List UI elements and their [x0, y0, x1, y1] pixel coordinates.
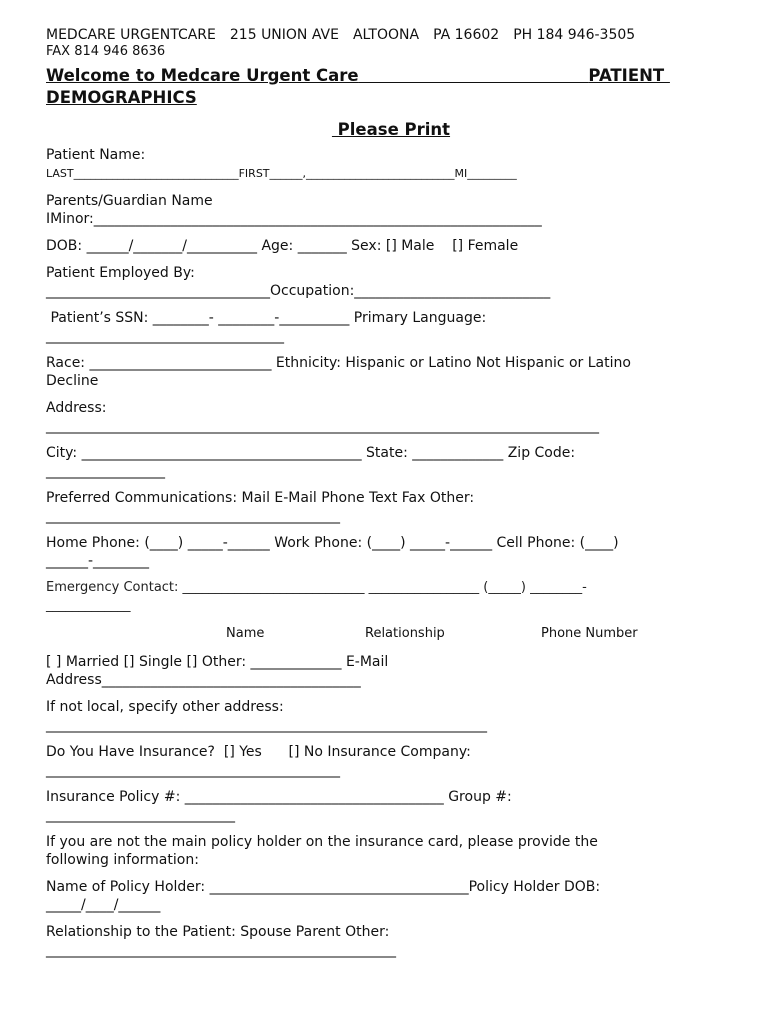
emergency-line[interactable]: _____________	[46, 598, 131, 613]
form-type-b: DEMOGRAPHICS	[46, 88, 197, 107]
form-type-a: PATIENT	[588, 66, 670, 85]
other-address-field[interactable]	[46, 698, 736, 734]
race-label: Race: __________________________ Ethnicity: Hispanic or Latino Not Hispanic or Latino	[46, 355, 631, 371]
phones-field[interactable]	[46, 534, 736, 570]
address-line[interactable]: _______________________________________________________________________________	[46, 418, 599, 434]
marital-label: [ ] Married [] Single [] Other: _____________ E-Mail	[46, 654, 389, 670]
holder-note-line2: following information:	[46, 852, 199, 868]
policy-holder-dob-line[interactable]: _____/____/______	[46, 897, 161, 913]
last-line[interactable]: ______________________________	[73, 167, 239, 180]
ssn-label: Patient’s SSN: ________- ________-__________ Primary Language:	[46, 310, 487, 326]
guardian-label: Parents/Guardian Name	[46, 193, 213, 209]
dob-age-sex-field[interactable]: DOB: ______/_______/__________ Age: _______ Sex: [] Male [] Female	[46, 238, 519, 254]
city-name: ALTOONA	[352, 27, 420, 43]
holder-note-line1: If you are not the main policy holder on the insurance card, please provide the	[46, 834, 598, 850]
employer-label: Patient Employed By:	[46, 265, 195, 281]
relationship-field[interactable]	[46, 923, 736, 959]
policy-holder-note	[46, 833, 736, 869]
welcome-title: Welcome to Medcare Urgent Care	[46, 66, 359, 85]
title-underline-gap	[359, 66, 589, 85]
emergency-label: Emergency Contact: ____________________________ _________________ (_____) ________-	[46, 580, 587, 595]
employer-line[interactable]: ________________________________Occupation:____________________________	[46, 283, 551, 299]
race-ethnicity-field[interactable]	[46, 354, 736, 390]
communications-field[interactable]	[46, 489, 736, 525]
patient-name-label: Patient Name:	[46, 147, 146, 163]
mi-line[interactable]: _________	[467, 167, 517, 180]
policy-holder-label: Name of Policy Holder: _____________________________________Policy Holder DOB:	[46, 879, 601, 895]
policy-field[interactable]	[46, 788, 736, 824]
emergency-contact-field[interactable]	[46, 579, 736, 615]
phones-label: Home Phone: (____) _____-______ Work Phone: (____) _____-______ Cell Phone: (____)	[46, 535, 619, 551]
ssn-language-field[interactable]	[46, 309, 736, 345]
cell-phone-line[interactable]: ______-________	[46, 553, 150, 569]
city-label: City: ________________________________________ State: _____________ Zip Code:	[46, 445, 576, 461]
other-address-line[interactable]: _______________________________________________________________	[46, 717, 487, 733]
phone-number: PH 184 946-3505	[513, 27, 636, 43]
column-name: Name	[226, 626, 265, 641]
ethnicity-decline: Decline	[46, 373, 99, 389]
address-label: Address:	[46, 400, 107, 416]
insurance-field[interactable]	[46, 743, 736, 779]
first-line[interactable]: ______,___________________________	[269, 167, 455, 180]
form-page	[46, 26, 736, 959]
emergency-columns	[46, 626, 736, 644]
please-print-heading: Please Print	[331, 120, 451, 139]
communications-line[interactable]: __________________________________________	[46, 508, 340, 524]
language-line[interactable]: __________________________________	[46, 328, 284, 344]
marital-email-field[interactable]	[46, 653, 736, 689]
group-line[interactable]: ___________________________	[46, 807, 235, 823]
employer-field[interactable]	[46, 264, 736, 300]
fax-number: FAX 814 946 8636	[46, 44, 166, 59]
column-relationship: Relationship	[365, 626, 445, 641]
insurance-label: Do You Have Insurance? [] Yes [] No Insurance Company:	[46, 744, 471, 760]
zip-line[interactable]: _________________	[46, 463, 165, 479]
first-label: FIRST	[238, 167, 270, 180]
street-address: 215 UNION AVE	[229, 27, 339, 43]
guardian-line[interactable]: IMinor:________________________________________________________________	[46, 211, 542, 227]
patient-name-field[interactable]	[46, 146, 736, 183]
other-address-label: If not local, specify other address:	[46, 699, 284, 715]
address-field[interactable]	[46, 399, 736, 435]
form-title	[46, 65, 736, 109]
relationship-label: Relationship to the Patient: Spouse Parent Other:	[46, 924, 390, 940]
guardian-field[interactable]	[46, 192, 736, 228]
policy-holder-field[interactable]	[46, 878, 736, 914]
email-line[interactable]: Address_____________________________________	[46, 672, 361, 688]
mi-label: MI	[454, 167, 468, 180]
company-name: MEDCARE URGENTCARE	[46, 27, 216, 43]
clinic-header	[46, 26, 736, 44]
policy-label: Insurance Policy #: _____________________________________ Group #:	[46, 789, 512, 805]
communications-label: Preferred Communications: Mail E-Mail Phone Text Fax Other:	[46, 490, 475, 506]
insurance-company-line[interactable]: __________________________________________	[46, 762, 340, 778]
city-state-zip-field[interactable]	[46, 444, 736, 480]
state-zip: PA 16602	[433, 27, 500, 43]
relationship-line[interactable]: __________________________________________________	[46, 942, 396, 958]
column-phone: Phone Number	[541, 626, 638, 641]
last-label: LAST	[46, 167, 74, 180]
